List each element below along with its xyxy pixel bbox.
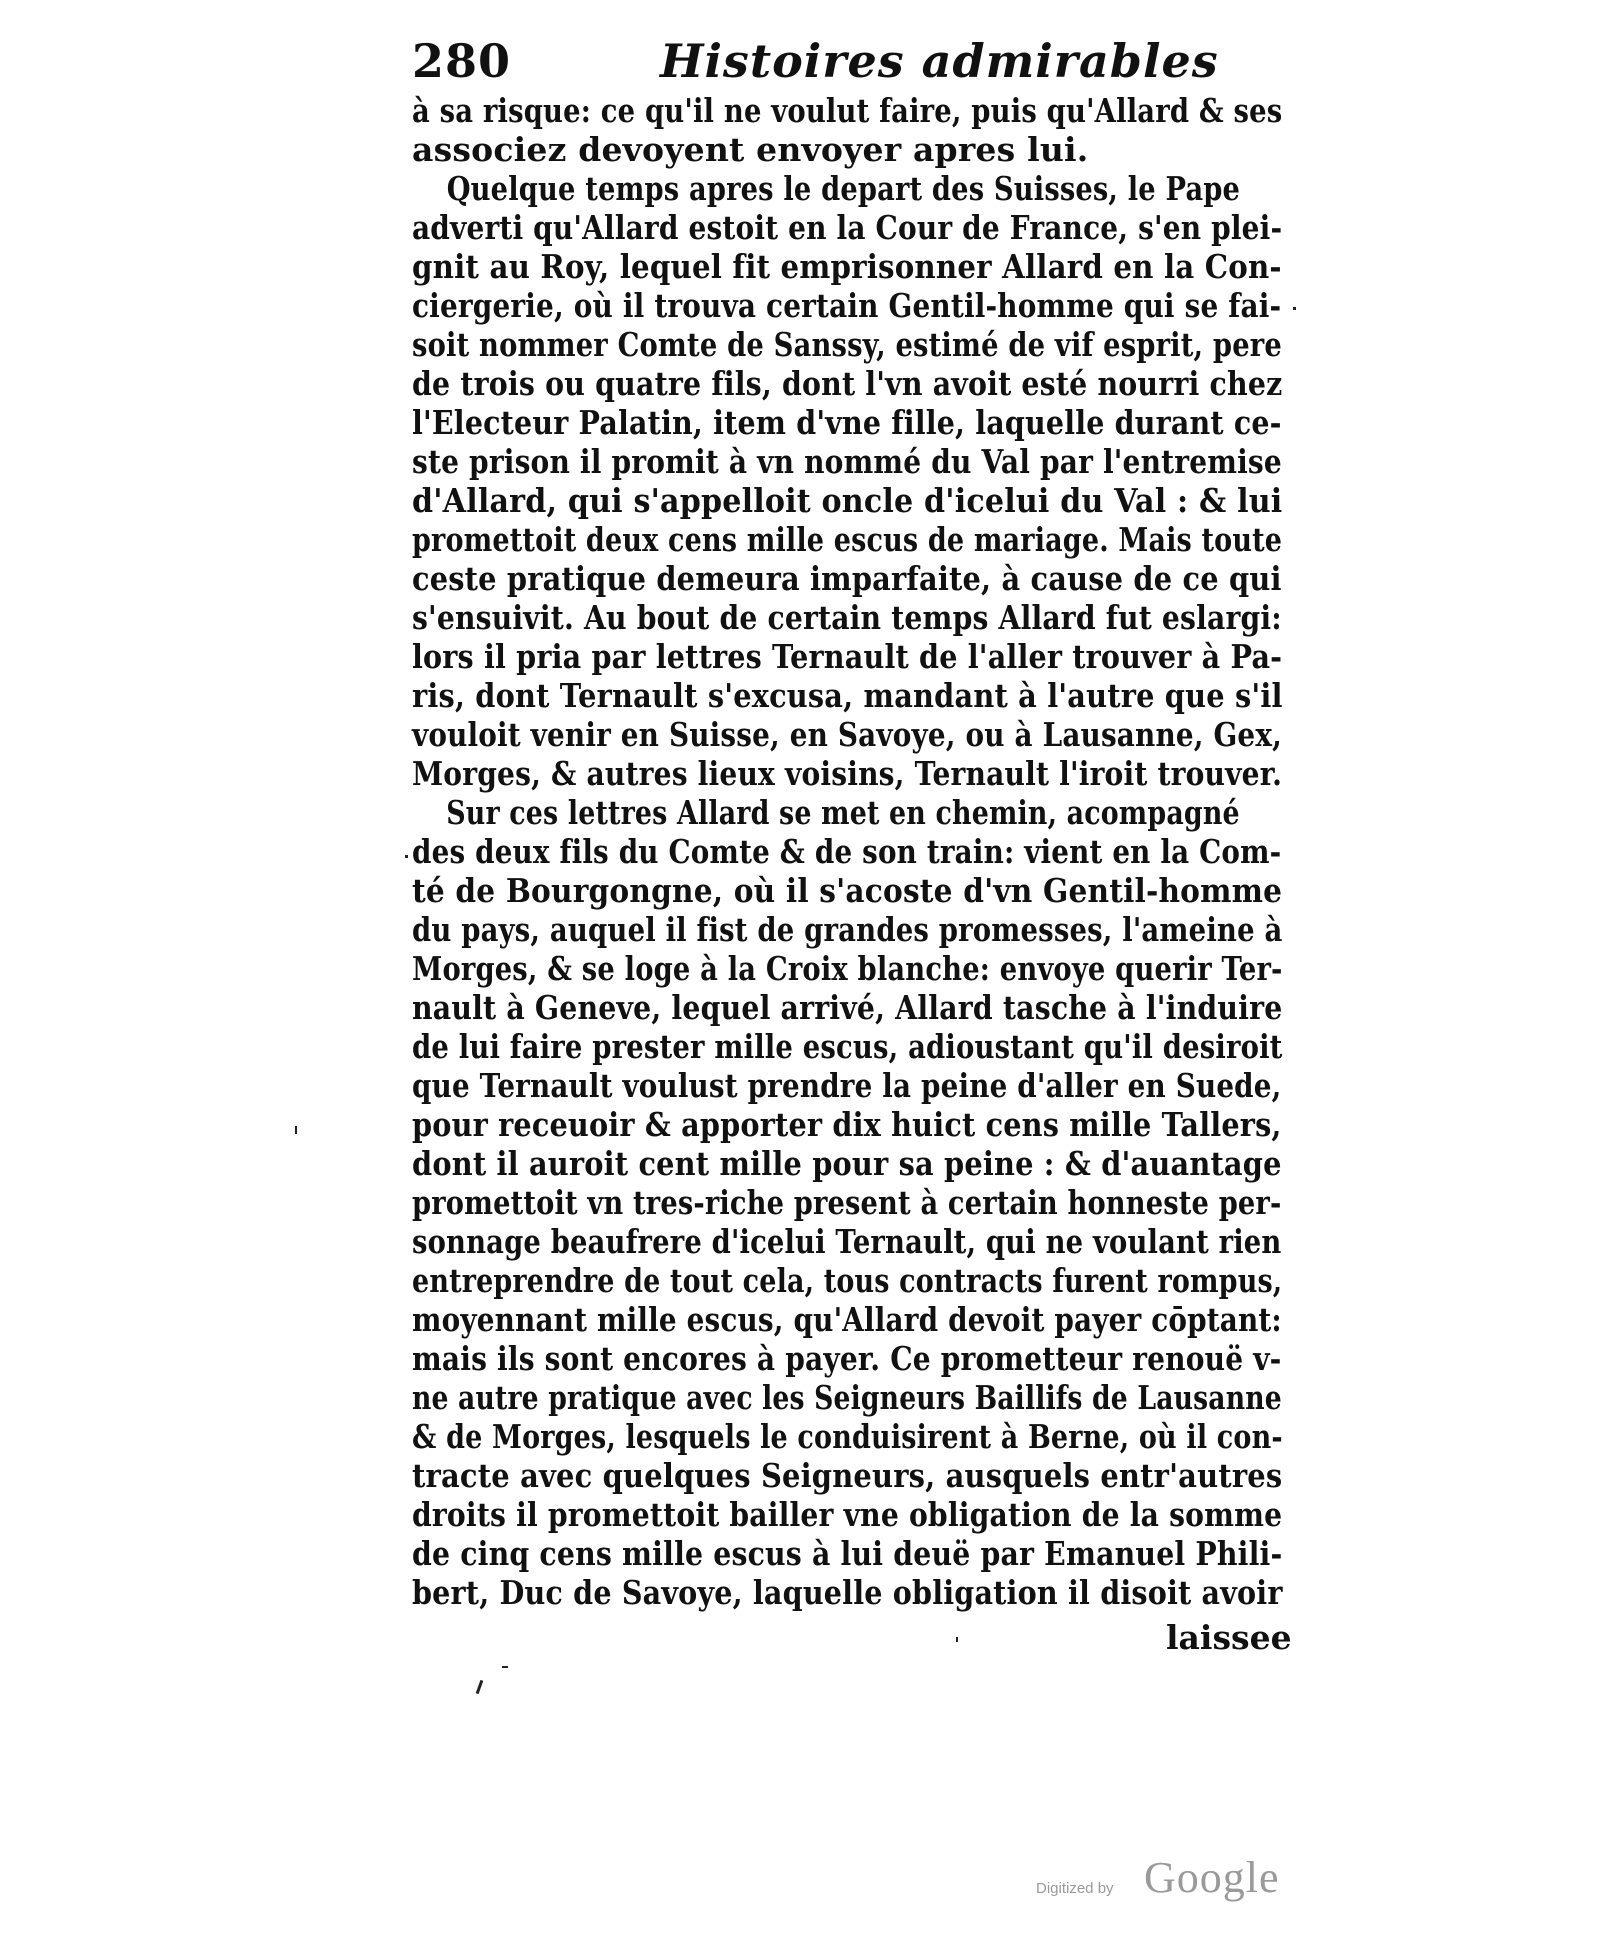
text-line: lors il pria par lettres Ternault de l'aller trouver à Pa- [412, 637, 1283, 676]
text-line: ne autre pratique avec les Seigneurs Baillifs de Lausanne [412, 1378, 1282, 1417]
text-line: de cinq cens mille escus à lui deuë par Emanuel Phili- [412, 1534, 1283, 1573]
digitized-by-google-watermark [1036, 1852, 1336, 1912]
scan-speck [476, 1680, 484, 1694]
text-line: l'Electeur Palatin, item d'vne fille, laquelle durant ce- [412, 403, 1282, 442]
text-line: Morges, & autres lieux voisins, Ternault l'iroit trouver. [412, 754, 1283, 793]
body-text [412, 91, 1282, 1612]
text-line: promettoit deux cens mille escus de mariage. Mais toute [412, 520, 1283, 559]
text-line: promettoit vn tres-riche present à certain honneste per- [412, 1183, 1282, 1222]
text-line: ceste pratique demeura imparfaite, à cause de ce qui [412, 559, 1282, 598]
text-line: droits il promettoit bailler vne obligation de la somme [412, 1495, 1283, 1534]
text-line: nault à Geneve, lequel arrivé, Allard tasche à l'induire [412, 988, 1283, 1027]
scan-speck [405, 855, 408, 858]
text-line: dont il auroit cent mille pour sa peine : & d'auantage [412, 1144, 1282, 1183]
page-number: 280 [412, 34, 512, 88]
text-line: Sur ces lettres Allard se met en chemin, acompagné [446, 793, 1240, 832]
text-line: sonnage beaufrere d'icelui Ternault, qui ne voulant rien [412, 1222, 1282, 1261]
google-logo: Google [1144, 1853, 1280, 1902]
text-line: ris, dont Ternault s'excusa, mandant à l'autre que s'il [412, 676, 1283, 715]
text-line: Morges, & se loge à la Croix blanche: envoye querir Ter- [412, 949, 1283, 988]
text-line: té de Bourgongne, où il s'acoste d'vn Gentil-homme [412, 871, 1283, 910]
text-line: de trois ou quatre fils, dont l'vn avoit esté nourri chez [412, 364, 1283, 403]
text-line: pour receuoir & apporter dix huict cens mille Tallers, [412, 1105, 1282, 1144]
scan-speck [295, 1126, 297, 1134]
text-line: d'Allard, qui s'appelloit oncle d'icelui du Val : & lui [412, 481, 1283, 520]
scan-speck [1293, 307, 1296, 310]
text-line: bert, Duc de Savoye, laquelle obligation il disoit avoir [412, 1573, 1283, 1612]
running-title: Histoires admirables [660, 34, 1219, 88]
text-line: entreprendre de tout cela, tous contracts furent rompus, [412, 1261, 1283, 1300]
text-line: ciergerie, où il trouva certain Gentil-homme qui se fai- [412, 286, 1282, 325]
text-line: moyennant mille escus, qu'Allard devoit payer cōptant: [412, 1300, 1282, 1339]
text-line: adverti qu'Allard estoit en la Cour de France, s'en plei- [412, 208, 1283, 247]
text-line: ste prison il promit à vn nommé du Val par l'entremise [412, 442, 1282, 481]
watermark-prefix: Digitized by [1036, 1880, 1114, 1897]
text-line: tracte avec quelques Seigneurs, ausquels entr'autres [412, 1456, 1283, 1495]
scan-speck [502, 1666, 508, 1668]
text-line: des deux fils du Comte & de son train: vient en la Com- [412, 832, 1282, 871]
text-line: Quelque temps apres le depart des Suisses, le Pape [446, 169, 1241, 208]
catchword: laissee [1166, 1618, 1292, 1657]
text-line: gnit au Roy, lequel fit emprisonner Allard en la Con- [412, 247, 1282, 286]
text-line: que Ternault voulust prendre la peine d'aller en Suede, [412, 1066, 1282, 1105]
text-line: du pays, auquel il fist de grandes promesses, l'ameine à [412, 910, 1283, 949]
text-line: mais ils sont encores à payer. Ce prometteur renouë v- [412, 1339, 1282, 1378]
text-line: à sa risque: ce qu'il ne voulut faire, puis qu'Allard & ses [412, 91, 1283, 130]
text-line: vouloit venir en Suisse, en Savoye, ou à Lausanne, Gex, [412, 715, 1282, 754]
scan-speck [956, 1637, 958, 1642]
text-line: & de Morges, lesquels le conduisirent à Berne, où il con- [412, 1417, 1283, 1456]
text-line: s'ensuivit. Au bout de certain temps Allard fut eslargi: [412, 598, 1282, 637]
text-line: de lui faire prester mille escus, adioustant qu'il desiroit [412, 1027, 1283, 1066]
text-line: soit nommer Comte de Sanssy, estimé de vif esprit, pere [412, 325, 1282, 364]
text-line: associez devoyent envoyer apres lui. [412, 130, 1089, 169]
